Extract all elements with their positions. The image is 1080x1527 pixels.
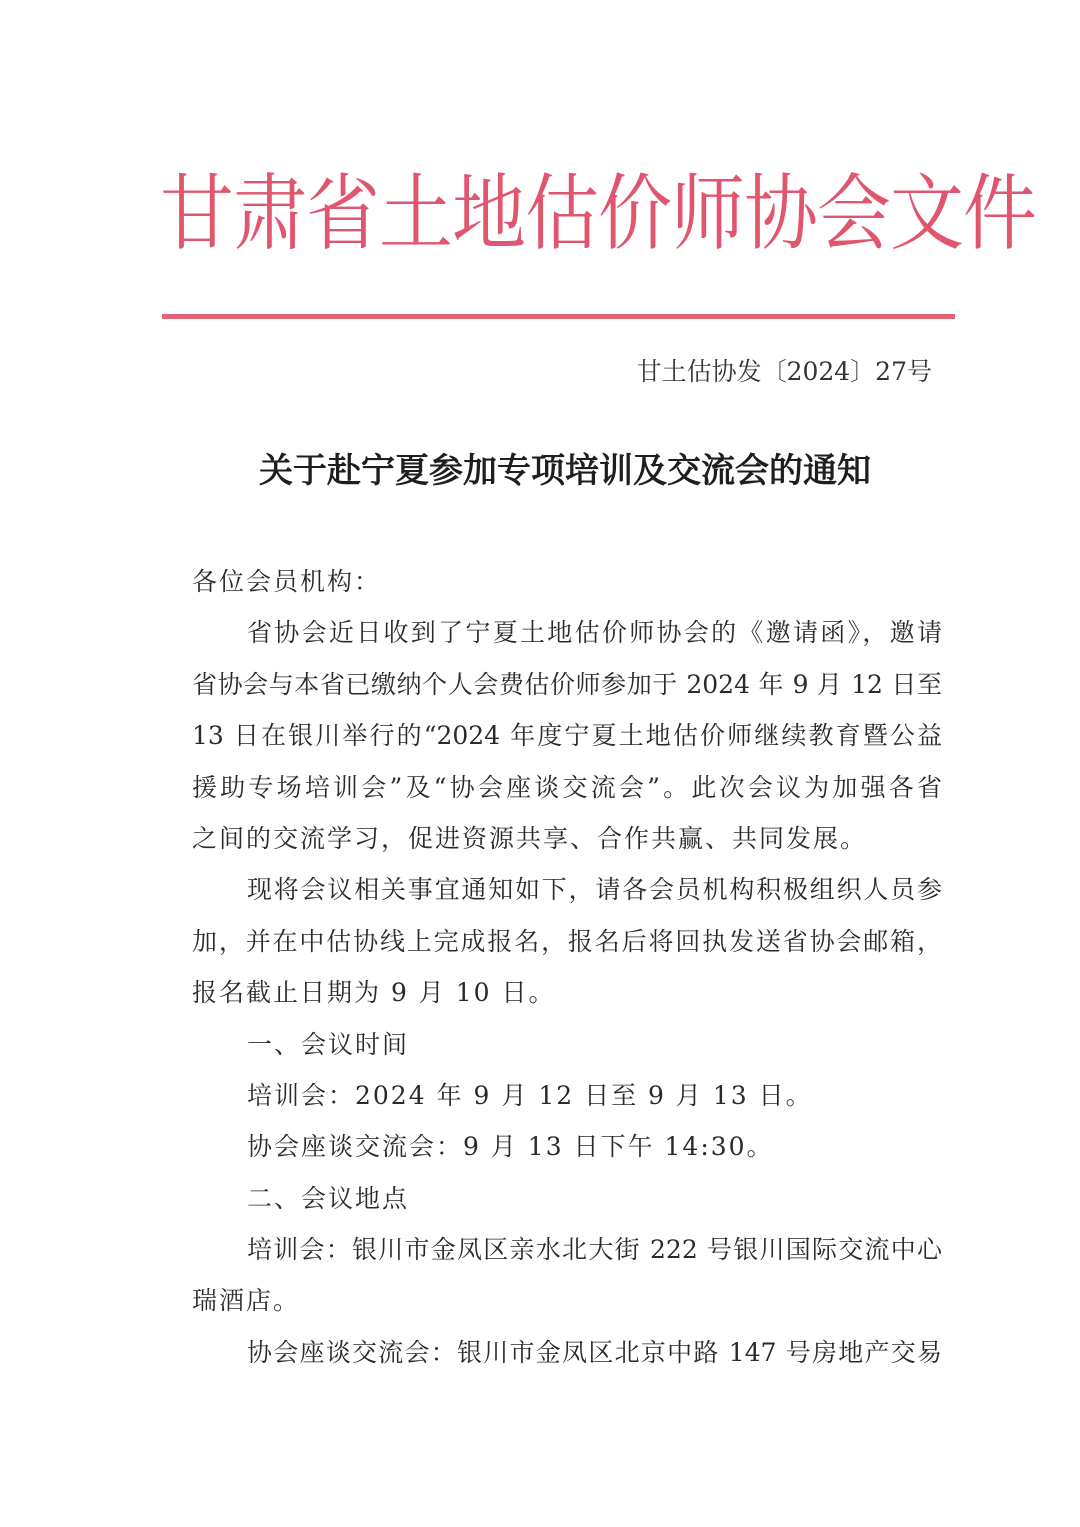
section-heading-time: 一、会议时间 bbox=[247, 1029, 410, 1059]
body-line: 加，并在中估协线上完成报名，报名后将回执发送省协会邮箱， bbox=[192, 926, 942, 956]
training-time: 培训会：2024 年 9 月 12 日至 9 月 13 日。 bbox=[247, 1080, 813, 1110]
forum-venue: 协会座谈交流会：银川市金凤区北京中路 147 号房地产交易 bbox=[247, 1337, 942, 1367]
body-line: 之间的交流学习，促进资源共享、合作共赢、共同发展。 bbox=[192, 823, 868, 853]
body-line: 13 日在银川举行的“2024 年度宁夏土地估价师继续教育暨公益 bbox=[192, 721, 942, 751]
body-line: 现将会议相关事宜通知如下，请各会员机构积极组织人员参 bbox=[247, 875, 942, 905]
masthead-title: 甘肃省土地估价师协会文件 bbox=[160, 165, 1036, 263]
forum-time: 协会座谈交流会：9 月 13 日下午 14:30。 bbox=[247, 1132, 774, 1162]
body-line: 报名截止日期为 9 月 10 日。 bbox=[192, 978, 556, 1008]
notice-body bbox=[192, 556, 942, 1378]
notice-title: 关于赴宁夏参加专项培训及交流会的通知 bbox=[259, 451, 871, 491]
red-separator-line bbox=[162, 314, 955, 319]
training-venue-cont: 瑞酒店。 bbox=[192, 1286, 301, 1316]
training-venue: 培训会：银川市金凤区亲水北大街 222 号银川国际交流中心 bbox=[247, 1235, 942, 1265]
body-line: 省协会近日收到了宁夏土地估价师协会的《邀请函》，邀请 bbox=[247, 618, 942, 648]
section-heading-venue: 二、会议地点 bbox=[247, 1183, 410, 1213]
document-number: 甘土估协发〔2024〕27号 bbox=[636, 357, 932, 386]
salutation: 各位会员机构： bbox=[192, 567, 382, 596]
body-line: 援助专场培训会”及“协会座谈交流会”。此次会议为加强各省 bbox=[192, 772, 942, 802]
body-line: 省协会与本省已缴纳个人会费估价师参加于 2024 年 9 月 12 日至 bbox=[192, 669, 942, 699]
